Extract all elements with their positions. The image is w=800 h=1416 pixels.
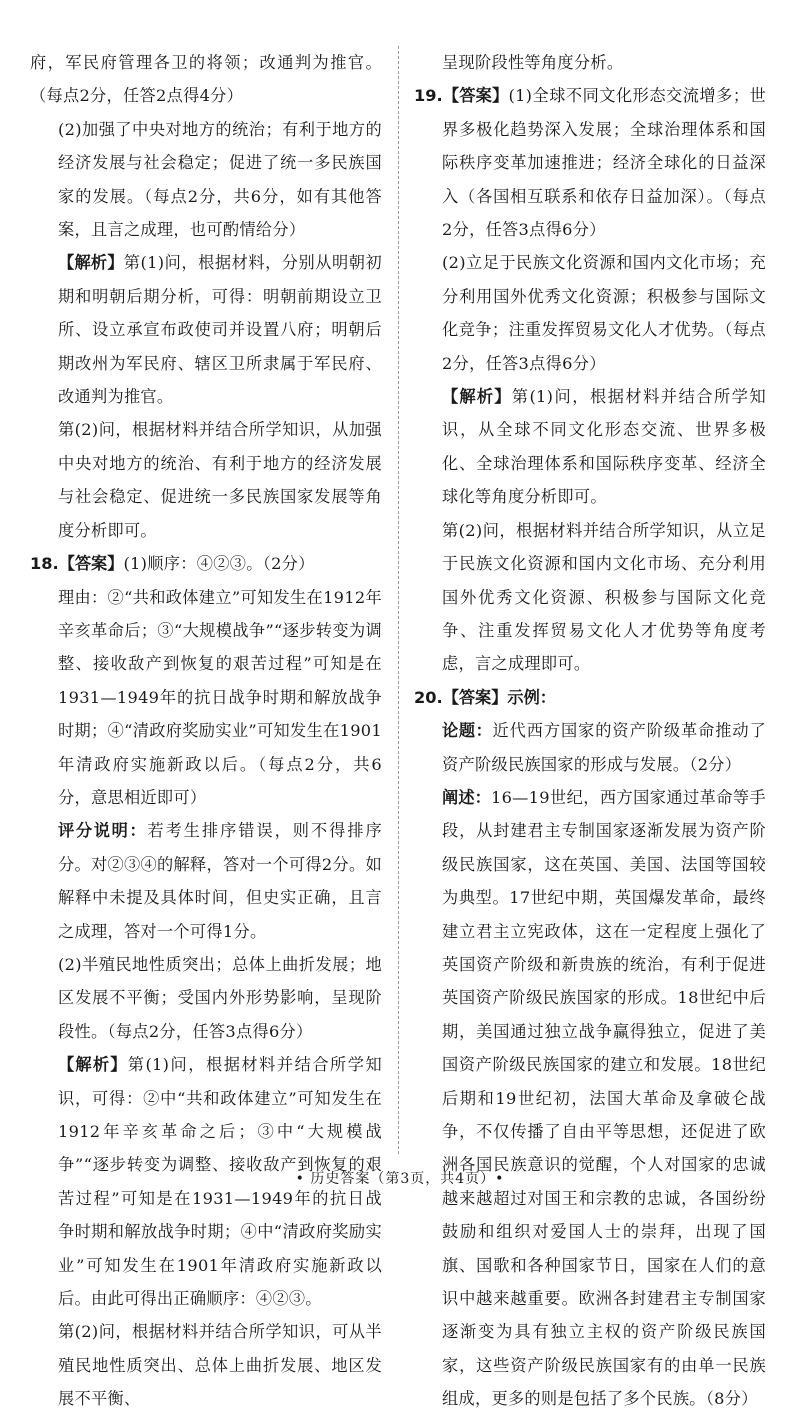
question-number: 19. [414, 86, 443, 106]
answer-tag: 【答案】 [442, 86, 509, 106]
page-footer: • 历史答案（第3页，共4页）• [295, 1171, 505, 1187]
paragraph-q19-analysis-2: 第(2)问，根据材料并结合所学知识，从立足于民族文化资源和国内文化市场、充分利用国外优秀文化资源、积极参与国际文化竞争、注重发挥贸易文化人才优势等角度考虑，言之成理即可。 [442, 520, 766, 674]
column-divider [398, 46, 399, 1154]
question-number: 18. [30, 554, 59, 574]
paragraph-q19-answer-2: (2)立足于民族文化资源和国内文化市场；充分利用国外优秀文化资源；积极参与国际文化竞争；注重发挥贸易文化人才优势。（每点2分，任答3点得6分） [442, 253, 766, 373]
paragraph-q18-answer-2: (2)半殖民地性质突出；总体上曲折发展；地区发展不平衡；受国内外形势影响，呈现阶段性。（每点2分，任答3点得6分） [58, 954, 382, 1041]
paragraph-q19-analysis-1: 【解析】第(1)问，根据材料并结合所学知识，从全球不同文化形态交流、世界多极化、全球治理体系和国际秩序变革、经济全球化等角度分析即可。 [442, 387, 767, 507]
analysis-tag: 【解析】 [58, 253, 124, 273]
scoring-note-tag: 评分说明： [58, 821, 148, 841]
answer-tag: 【答案】示例： [442, 687, 556, 707]
analysis-tag: 【解析】 [58, 1055, 128, 1075]
answer-tag: 【答案】 [58, 554, 124, 574]
right-column [414, 46, 766, 1416]
paragraph-q20-answer [414, 681, 766, 714]
paragraph-q18-reason: 理由：②“共和政体建立”可知发生在1912年辛亥革命后；③“大规模战争”“逐步转变为调整、接收敌产到恢复的艰苦过程”可知是在1931—1949年的抗日战争时期和解放战争时期；④“清政府奖励实业”可知发生在1901年清政府实施新政以后。（每点2分，共6分，意思相近即可） [58, 587, 382, 807]
elaboration-tag: 阐述： [442, 787, 491, 807]
paragraph-q18-analysis-1: 【解析】第(1)问，根据材料并结合所学知识，可得：②中“共和政体建立”可知发生在1912年辛亥革命之后；③中“大规模战争”“逐步转变为调整、接收敌产到恢复的艰苦过程”可知是在1931—1949年的抗日战争时期和解放战争时期；④中“清政府奖励实业”可知发生在1901年清政府实施新政以后。由此可得出正确顺序：④②③。 [58, 1055, 383, 1309]
paragraph-q18-analysis-2-cont: 呈现阶段性等角度分析。 [442, 53, 624, 72]
question-number: 20. [414, 687, 443, 707]
paragraph-q17-answer-1-cont: 府，军民府管理各卫的将领；改通判为推官。（每点2分，任答2点得4分） [30, 53, 382, 106]
paragraph-q17-analysis-1: 【解析】第(1)问，根据材料，分别从明朝初期和明朝后期分析，可得：明朝前期设立卫所、设立承宣布政使司并设置八府；明朝后期改州为军民府、辖区卫所隶属于军民府、改通判为推官。 [58, 253, 383, 407]
paragraph-q18-scoring-note: 评分说明：若考生排序错误，则不得排序分。对②③④的解释，答对一个可得2分。如解释中未提及具体时间，但史实正确，且言之成理，答对一个可得1分。 [58, 821, 382, 941]
left-column [30, 46, 382, 1416]
paragraph-q18-analysis-2: 第(2)问，根据材料并结合所学知识，可从半殖民地性质突出、总体上曲折发展、地区发展不平衡、 [58, 1322, 382, 1409]
paragraph-q17-analysis-2: 第(2)问，根据材料并结合所学知识，从加强中央对地方的统治、有利于地方的经济发展与社会稳定、促进统一多民族国家发展等角度分析即可。 [58, 420, 382, 540]
paragraph-q17-answer-2: (2)加强了中央对地方的统治；有利于地方的经济发展与社会稳定；促进了统一多民族国家的发展。（每点2分，共6分，如有其他答案，且言之成理，也可酌情给分） [58, 119, 382, 240]
paragraph-q20-elaboration: 阐述：16—19世纪，西方国家通过革命等手段，从封建君主专制国家逐渐发展为资产阶级民族国家，这在英国、美国、法国等国较为典型。17世纪中期，英国爆发革命，最终建立君主立宪政体，这在一定程度上强化了英国资产阶级和新贵族的统治，有利于促进英国资产阶级民族国家的形成。18世纪中后期，美国通过独立战争赢得独立，促进了美国资产阶级民族国家的建立和发展。18世纪后期和19世纪初，法国大革命及拿破仑战争，不仅传播了自由平等思想，还促进了欧洲各国民族意识的觉醒，个人对国家的忠诚越来越超过对国王和宗教的忠诚，各国纷纷鼓励和组织对爱国人士的崇拜，出现了国旗、国歌和各种国家节日，国家在人们的意识中越来越重要。欧洲各封建君主专制国家逐渐变为具有独立主权的资产阶级民族国家，这些资产阶级民族国家有的由单一民族组成，更多的则是包括了多个民族。（8分） [442, 787, 766, 1409]
thesis-tag: 论题： [442, 721, 493, 741]
paragraph-q18-answer-1: 18.【答案】(1)顺序：④②③。（2分） [30, 554, 315, 574]
paragraph-q20-thesis: 论题：近代西方国家的资产阶级革命推动了资产阶级民族国家的形成与发展。（2分） [442, 721, 766, 774]
paragraph-q19-answer-1: 19.【答案】(1)全球不同文化形态交流增多；世界多极化趋势深入发展；全球治理体系和国际秩序变革加速推进；经济全球化的日益深入（各国相互联系和依存日益加深）。（每点2分，任答3点得6分） [414, 86, 767, 240]
analysis-tag: 【解析】 [442, 387, 512, 407]
